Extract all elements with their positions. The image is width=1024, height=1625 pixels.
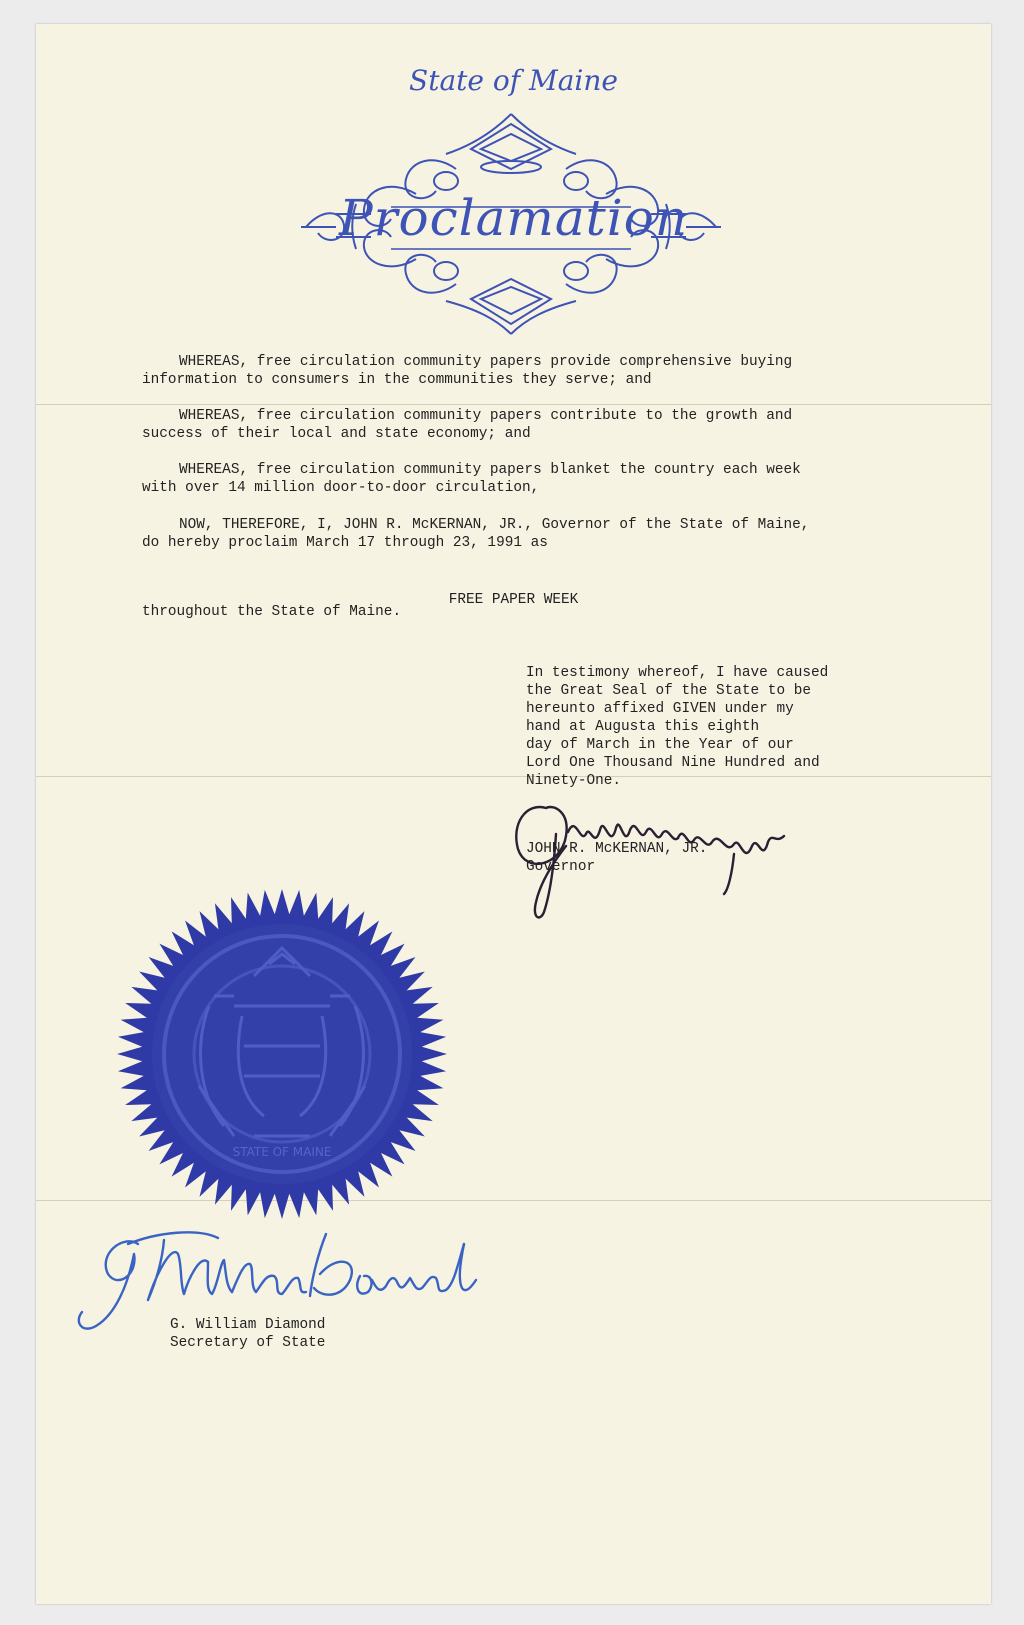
governor-title: Governor: [526, 859, 596, 875]
whereas-paragraph-3: [142, 462, 882, 497]
proclaimed-week-title: FREE PAPER WEEK: [448, 592, 579, 608]
text-line: WHEREAS, free circulation community papers provide comprehensive buying: [179, 354, 793, 370]
whereas-paragraph-1: [142, 354, 882, 389]
text-line: with over 14 million door-to-door circulation,: [142, 479, 540, 496]
text-line: WHEREAS, free circulation community papers blanket the country each week: [179, 462, 801, 478]
text-line: NOW, THEREFORE, I, JOHN R. McKERNAN, JR., Governor of the State of Maine,: [179, 517, 810, 533]
state-seal-icon: [114, 886, 450, 1222]
text-line: information to consumers in the communities they serve; and: [142, 371, 652, 388]
whereas-paragraph-2: [142, 408, 882, 443]
state-title: State of Maine: [409, 64, 618, 97]
testimony-line: Ninety-One.: [526, 773, 621, 789]
governor-name: JOHN R. McKERNAN, JR.: [526, 841, 708, 857]
closing-line: [142, 604, 882, 622]
proclamation-title: Proclamation: [338, 189, 689, 247]
seal-text: STATE OF MAINE: [232, 1145, 332, 1159]
proclamation-document: [36, 24, 991, 1604]
fold-line: [36, 776, 991, 777]
secretary-name: G. William Diamond: [170, 1317, 326, 1333]
testimony-line: Lord One Thousand Nine Hundred and: [526, 755, 820, 771]
testimony-line: hereunto affixed GIVEN under my: [526, 701, 794, 717]
secretary-title: Secretary of State: [170, 1335, 326, 1351]
text-line: success of their local and state economy; and: [142, 425, 531, 442]
testimony-line: hand at Augusta this eighth: [526, 719, 760, 735]
testimony-block: [526, 664, 828, 790]
text-line: throughout the State of Maine.: [142, 604, 402, 620]
testimony-line: day of March in the Year of our: [526, 737, 794, 753]
text-line: WHEREAS, free circulation community papers contribute to the growth and: [179, 408, 793, 424]
text-line: do hereby proclaim March 17 through 23, 1991 as: [142, 534, 548, 551]
fold-line: [36, 404, 991, 405]
testimony-line: the Great Seal of the State to be: [526, 683, 811, 699]
testimony-line: In testimony whereof, I have caused: [526, 665, 829, 681]
now-therefore-paragraph: [142, 517, 882, 552]
